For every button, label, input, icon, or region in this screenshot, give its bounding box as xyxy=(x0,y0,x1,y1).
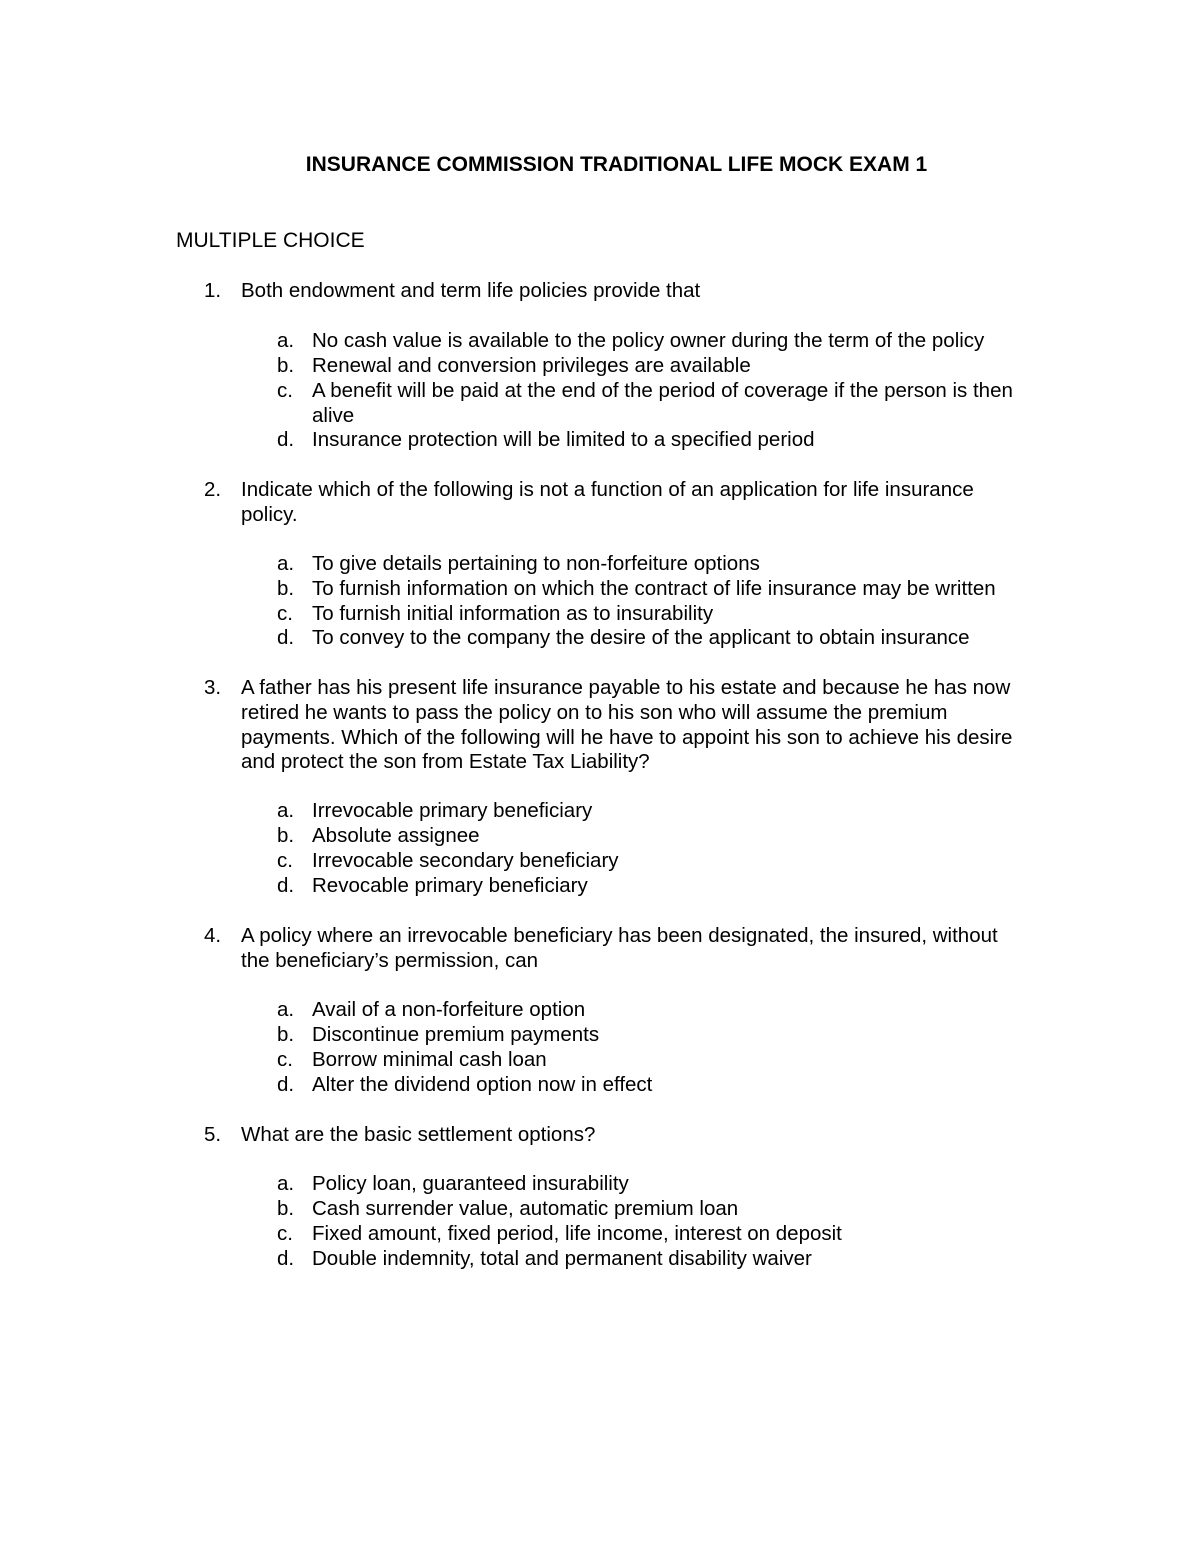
option-text: Irrevocable secondary beneficiary xyxy=(312,849,619,872)
question-text: Both endowment and term life policies provide that xyxy=(241,279,701,302)
option-text: To furnish information on which the contract of life insurance may be written xyxy=(312,577,996,600)
option-letter: c. xyxy=(277,849,293,872)
option-letter: a. xyxy=(277,998,295,1021)
option-letter: a. xyxy=(277,329,295,352)
option-text: Revocable primary beneficiary xyxy=(312,874,588,897)
option-text: Absolute assignee xyxy=(312,824,480,847)
option-letter: c. xyxy=(277,1222,293,1245)
option-letter: a. xyxy=(277,1172,295,1195)
option-text: Alter the dividend option now in effect xyxy=(312,1073,653,1096)
option-letter: b. xyxy=(277,577,295,600)
question-number: 5. xyxy=(204,1123,222,1146)
option-letter: d. xyxy=(277,428,295,451)
option-text: To convey to the company the desire of the applicant to obtain insurance xyxy=(312,626,970,649)
question-number: 2. xyxy=(204,478,222,501)
option-letter: b. xyxy=(277,1023,295,1046)
question-number: 3. xyxy=(204,676,222,699)
option-letter: d. xyxy=(277,874,295,897)
option-letter: b. xyxy=(277,824,295,847)
option-text: To give details pertaining to non-forfeiture options xyxy=(312,552,760,575)
option-text: Insurance protection will be limited to a specified period xyxy=(312,428,815,451)
option-text: Fixed amount, fixed period, life income, interest on deposit xyxy=(312,1222,842,1245)
option-text: Avail of a non-forfeiture option xyxy=(312,998,586,1021)
option-letter: c. xyxy=(277,379,293,402)
option-letter: d. xyxy=(277,1247,295,1270)
option-letter: a. xyxy=(277,799,295,822)
option-text: Double indemnity, total and permanent disability waiver xyxy=(312,1247,812,1270)
option-letter: b. xyxy=(277,354,295,377)
question-text: What are the basic settlement options? xyxy=(241,1123,596,1146)
option-text: Borrow minimal cash loan xyxy=(312,1048,547,1071)
option-text: No cash value is available to the policy owner during the term of the policy xyxy=(312,329,985,352)
page-title: INSURANCE COMMISSION TRADITIONAL LIFE MOCK EXAM 1 xyxy=(305,153,928,176)
question-text: A father has his present life insurance payable to his estate and because he has now retired he wants to pass the policy on to his son who will assume the premium payments. Which of the following will he have to appoint his son to achieve his desire and protect the son from Estate Tax Liability? xyxy=(241,676,1013,774)
question-number: 1. xyxy=(204,279,222,302)
question-text: Indicate which of the following is not a function of an application for life insurance policy. xyxy=(241,478,974,526)
option-letter: d. xyxy=(277,1073,295,1096)
section-heading: MULTIPLE CHOICE xyxy=(176,229,365,252)
option-letter: d. xyxy=(277,626,295,649)
option-text: Renewal and conversion privileges are available xyxy=(312,354,751,377)
option-text: Policy loan, guaranteed insurability xyxy=(312,1172,629,1195)
option-letter: b. xyxy=(277,1197,295,1220)
option-text: Cash surrender value, automatic premium loan xyxy=(312,1197,739,1220)
option-text: A benefit will be paid at the end of the period of coverage if the person is then alive xyxy=(312,379,1013,427)
option-letter: c. xyxy=(277,602,293,625)
option-text: To furnish initial information as to insurability xyxy=(312,602,714,625)
option-letter: a. xyxy=(277,552,295,575)
option-text: Discontinue premium payments xyxy=(312,1023,600,1046)
option-text: Irrevocable primary beneficiary xyxy=(312,799,593,822)
question-number: 4. xyxy=(204,924,222,947)
question-text: A policy where an irrevocable beneficiary has been designated, the insured, without the beneficiary’s permission, can xyxy=(241,924,998,972)
option-letter: c. xyxy=(277,1048,293,1071)
